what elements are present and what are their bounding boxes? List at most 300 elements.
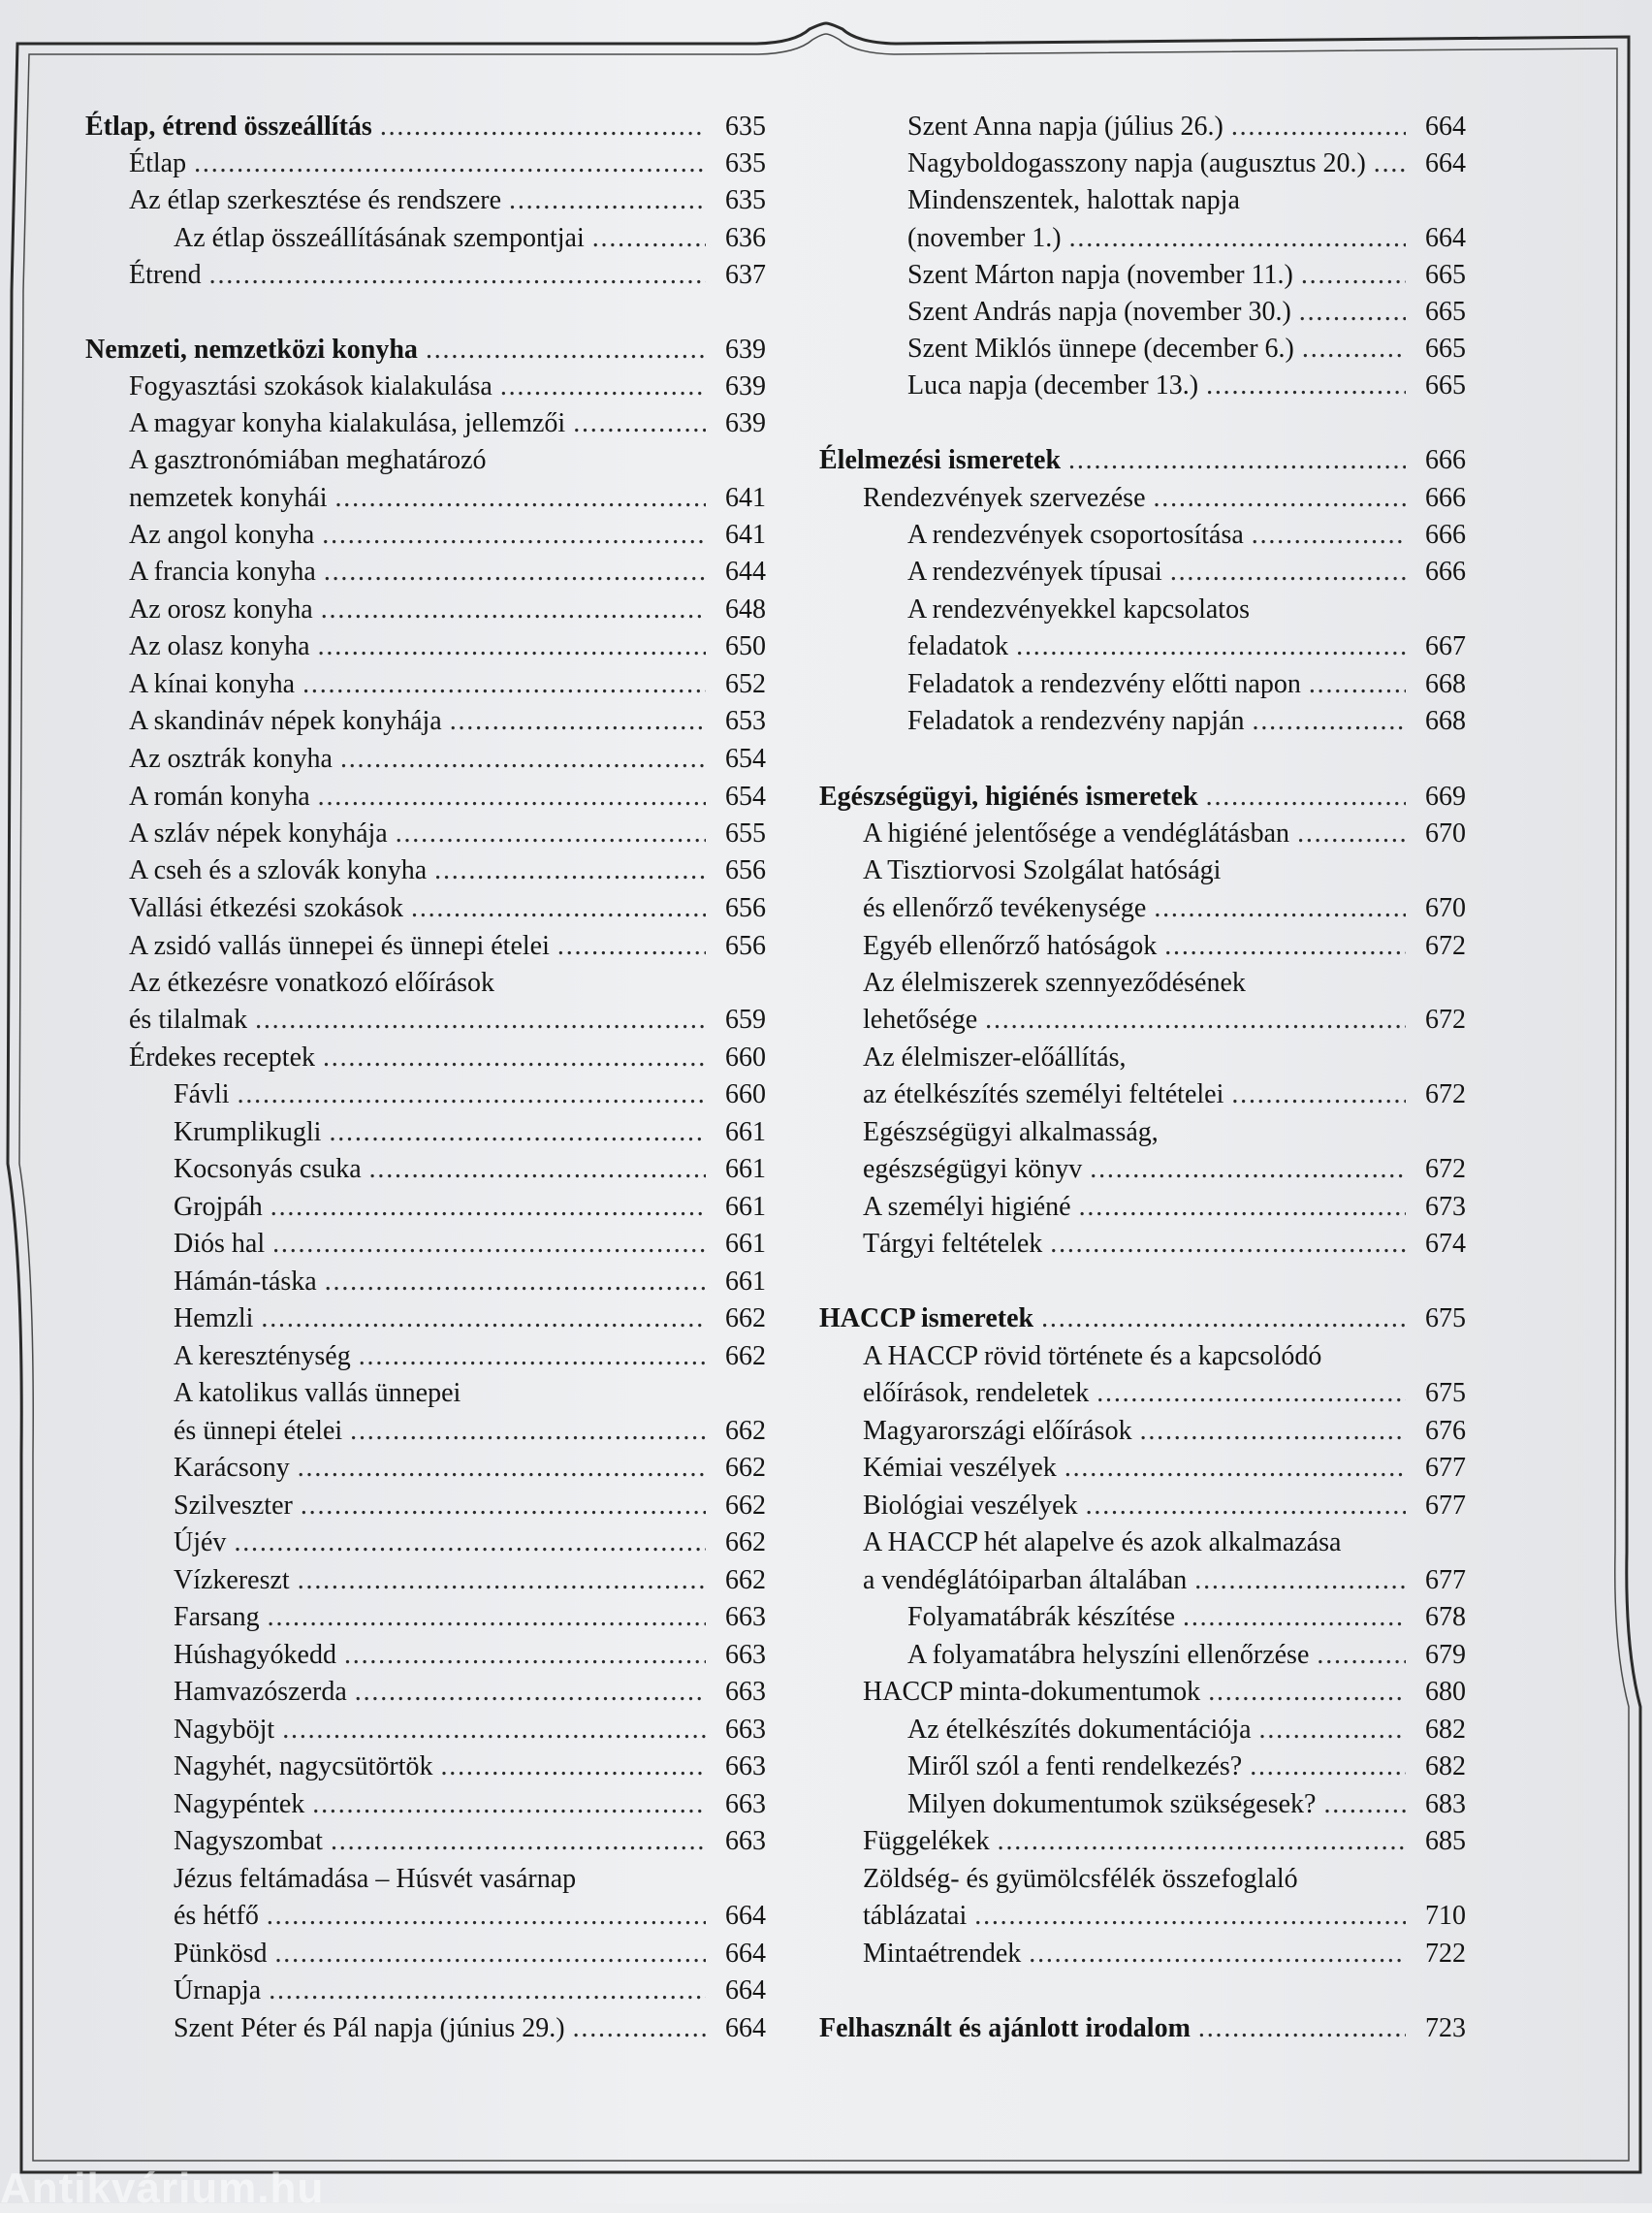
toc-entry-title: Az olasz konyha	[129, 631, 310, 661]
toc-entry	[85, 1937, 766, 1972]
dot-leader	[974, 1899, 1406, 1934]
toc-page-number: 659	[725, 1005, 766, 1035]
dot-leader	[1317, 1638, 1406, 1673]
toc-entry-title: Hemzli	[174, 1303, 254, 1333]
toc-entry	[85, 667, 766, 702]
dot-leader	[1041, 1301, 1406, 1336]
toc-entry-title: Egyéb ellenőrző hatóságok	[863, 931, 1158, 961]
toc-entry	[85, 1339, 766, 1374]
dot-leader	[998, 1824, 1406, 1859]
dot-leader	[1206, 780, 1406, 815]
toc-entry	[819, 1563, 1466, 1598]
toc-entry	[819, 966, 1466, 1001]
dot-leader	[592, 221, 706, 256]
toc-entry	[85, 1227, 766, 1262]
dot-leader	[1297, 817, 1406, 851]
toc-page-number: 663	[725, 1789, 766, 1819]
dot-leader	[1050, 1227, 1406, 1262]
dot-leader	[426, 333, 706, 368]
toc-entry-title: Nagypéntek	[174, 1789, 305, 1819]
toc-entry	[819, 518, 1466, 553]
dot-leader	[234, 1525, 706, 1560]
toc-entry-title: Étlap, étrend összeállítás	[85, 112, 372, 142]
toc-entry-title: lehetősége	[863, 1005, 978, 1035]
toc-page-number: 662	[725, 1303, 766, 1333]
dot-leader	[323, 1041, 706, 1075]
dot-leader	[359, 1339, 706, 1374]
toc-entry-title: Mintaétrendek	[863, 1939, 1022, 1969]
toc-page-number: 661	[725, 1192, 766, 1222]
toc-page-number: 660	[725, 1042, 766, 1073]
toc-entry	[819, 555, 1466, 590]
toc-page-number: 639	[725, 371, 766, 401]
dot-leader	[298, 1451, 706, 1486]
toc-page-number: 662	[725, 1453, 766, 1483]
toc-entry-title: A cseh és a szlovák konyha	[129, 855, 428, 885]
dot-leader	[573, 2011, 706, 2046]
dot-leader	[312, 1787, 706, 1822]
dot-leader	[1231, 1077, 1406, 1112]
toc-entry-title: A HACCP rövid története és a kapcsolódó	[863, 1341, 1322, 1371]
toc-entry-title: az ételkészítés személyi feltételei	[863, 1079, 1224, 1109]
toc-entry-title: Újév	[174, 1527, 227, 1557]
toc-entry-title: feladatok	[907, 631, 1009, 661]
toc-page-number: 664	[725, 2013, 766, 2043]
toc-entry	[85, 183, 766, 218]
toc-section-heading	[85, 110, 766, 144]
toc-entry	[819, 1937, 1466, 1972]
dot-leader	[434, 853, 706, 888]
toc-entry-title: Grojpáh	[174, 1192, 263, 1222]
toc-entry	[819, 369, 1466, 403]
toc-entry-title: Kocsonyás csuka	[174, 1154, 362, 1184]
toc-entry	[85, 1152, 766, 1187]
toc-entry-title: A francia konyha	[129, 557, 316, 587]
dot-leader	[1170, 555, 1406, 590]
dot-leader	[1079, 1190, 1406, 1225]
toc-page-number: 660	[725, 1079, 766, 1109]
toc-page-number: 661	[725, 1154, 766, 1184]
toc-entry	[819, 146, 1466, 181]
toc-page-number: 637	[725, 260, 766, 290]
toc-entry-title: Zöldség- és gyümölcsfélék összefoglaló	[863, 1864, 1298, 1894]
toc-entry-title: Feladatok a rendezvény napján	[907, 706, 1245, 736]
watermark-text: Antikvárium.hu	[0, 2165, 325, 2212]
toc-entry	[819, 1227, 1466, 1262]
toc-entry	[85, 1451, 766, 1486]
toc-section-heading	[819, 2011, 1466, 2046]
toc-entry-title: Milyen dokumentumok szükségesek?	[907, 1789, 1317, 1819]
dot-leader	[272, 1227, 706, 1262]
toc-page-number: 675	[1425, 1378, 1466, 1408]
toc-entry-title: Tárgyi feltételek	[863, 1229, 1043, 1259]
toc-entry-title: A zsidó vallás ünnepei és ünnepi ételei	[129, 931, 550, 961]
toc-page-number: 663	[725, 1826, 766, 1856]
toc-entry-title: Étlap	[129, 148, 187, 178]
toc-entry-title: Szent Anna napja (július 26.)	[907, 112, 1223, 142]
toc-page-number: 655	[725, 818, 766, 849]
toc-page-number: 710	[1425, 1901, 1466, 1931]
toc-page-number: 667	[1425, 631, 1466, 661]
toc-entry-title: és ellenőrző tevékenysége	[863, 893, 1147, 923]
toc-entry	[85, 629, 766, 664]
dot-leader	[1323, 1787, 1406, 1822]
dot-leader	[411, 891, 706, 926]
toc-entry-title: Magyarországi előírások	[863, 1416, 1132, 1446]
toc-entry	[819, 332, 1466, 367]
dot-leader	[557, 929, 706, 964]
toc-entry	[819, 593, 1466, 627]
toc-entry-title: Pünkösd	[174, 1939, 268, 1969]
toc-page-number: 677	[1425, 1491, 1466, 1521]
dot-leader	[985, 1003, 1406, 1038]
toc-page-number: 680	[1425, 1677, 1466, 1707]
toc-entry-title: A HACCP hét alapelve és azok alkalmazása	[863, 1527, 1342, 1557]
toc-entry-title: Úrnapja	[174, 1975, 262, 2005]
toc-page-number: 635	[725, 148, 766, 178]
toc-entry-title: Az étlap összeállításának szempontjai	[174, 223, 585, 253]
toc-entry-title: Vallási étkezési szokások	[129, 893, 404, 923]
toc-page-number: 664	[725, 1975, 766, 2005]
toc-entry-title: Vízkereszt	[174, 1565, 290, 1595]
dot-leader	[269, 1973, 706, 2008]
dot-leader	[1231, 110, 1406, 144]
toc-page-number: 666	[1425, 445, 1466, 475]
toc-page-number: 673	[1425, 1192, 1466, 1222]
toc-page-number: 663	[725, 1640, 766, 1670]
toc-entry	[819, 667, 1466, 702]
dot-leader	[450, 704, 706, 739]
toc-entry-title: Farsang	[174, 1602, 260, 1632]
toc-entry-title: Nagyhét, nagycsütörtök	[174, 1751, 433, 1781]
toc-page-number: 682	[1425, 1715, 1466, 1745]
toc-entry-title: Miről szól a fenti rendelkezés?	[907, 1751, 1243, 1781]
toc-entry-title: Szent Márton napja (november 11.)	[907, 260, 1293, 290]
toc-page-number: 678	[1425, 1602, 1466, 1632]
toc-entry-title: Az ételkészítés dokumentációja	[907, 1715, 1252, 1745]
toc-entry-title: A személyi higiéné	[863, 1192, 1071, 1222]
toc-entry-title: A rendezvények típusai	[907, 557, 1162, 587]
toc-entry	[85, 1675, 766, 1710]
toc-page-number: 664	[1425, 223, 1466, 253]
toc-page-number: 639	[725, 335, 766, 365]
toc-entry	[85, 853, 766, 888]
toc-entry	[85, 1600, 766, 1635]
toc-entry-title: A magyar konyha kialakulása, jellemzői	[129, 408, 566, 438]
toc-entry	[85, 1041, 766, 1075]
toc-entry	[819, 1862, 1466, 1897]
dot-leader	[194, 146, 706, 181]
toc-entry-title: Nemzeti, nemzetközi konyha	[85, 335, 418, 365]
toc-page-number: 666	[1425, 520, 1466, 550]
toc-entry	[85, 481, 766, 516]
dot-leader	[318, 629, 706, 664]
toc-entry	[819, 817, 1466, 851]
toc-page-number: 665	[1425, 297, 1466, 327]
toc-entry-title: Az osztrák konyha	[129, 744, 333, 774]
toc-entry-title: nemzetek konyhái	[129, 483, 328, 513]
toc-entry-title: Felhasznált és ajánlott irodalom	[819, 2013, 1191, 2043]
toc-entry	[819, 110, 1466, 144]
dot-leader	[1253, 704, 1406, 739]
toc-entry-title: HACCP ismeretek	[819, 1303, 1034, 1333]
toc-page-number: 668	[1425, 706, 1466, 736]
toc-entry	[85, 1414, 766, 1449]
toc-page-number: 683	[1425, 1789, 1466, 1819]
dot-leader	[238, 1077, 706, 1112]
toc-entry	[85, 1749, 766, 1784]
toc-page-number: 636	[725, 223, 766, 253]
dot-leader	[1194, 1563, 1406, 1598]
toc-entry	[819, 1489, 1466, 1523]
dot-leader	[1252, 518, 1406, 553]
toc-section-heading	[85, 333, 766, 368]
toc-entry	[819, 1451, 1466, 1486]
toc-page-number: 654	[725, 744, 766, 774]
dot-leader	[329, 1115, 706, 1150]
dot-leader	[302, 667, 706, 702]
toc-page-number: 672	[1425, 1079, 1466, 1109]
toc-entry-title: Jézus feltámadása – Húsvét vasárnap	[174, 1864, 577, 1894]
toc-entry	[85, 1563, 766, 1598]
toc-entry-title: Kémiai veszélyek	[863, 1453, 1057, 1483]
toc-page-number: 644	[725, 557, 766, 587]
dot-leader	[1198, 2011, 1406, 2046]
toc-entry	[819, 1041, 1466, 1075]
toc-entry-title: A skandináv népek konyhája	[129, 706, 442, 736]
toc-page-number: 665	[1425, 334, 1466, 364]
toc-entry-title: A Tisztiorvosi Szolgálat hatósági	[863, 855, 1222, 885]
toc-entry	[85, 1489, 766, 1523]
toc-page-number: 675	[1425, 1303, 1466, 1333]
toc-entry-title: A román konyha	[129, 782, 310, 812]
dot-leader	[255, 1003, 706, 1038]
dot-leader	[270, 1190, 706, 1225]
dot-leader	[1069, 221, 1406, 256]
toc-page-number: 722	[1425, 1939, 1466, 1969]
toc-page-number: 641	[725, 483, 766, 513]
toc-entry	[819, 1525, 1466, 1560]
toc-entry-title: Krumplikugli	[174, 1117, 322, 1147]
toc-page-number: 672	[1425, 1005, 1466, 1035]
toc-entry	[85, 1190, 766, 1225]
dot-leader	[261, 1301, 706, 1336]
toc-page-number: 723	[1425, 2013, 1466, 2043]
dot-leader	[331, 1824, 706, 1859]
dot-leader	[500, 369, 706, 404]
dot-leader	[1302, 332, 1406, 367]
toc-page-number: 685	[1425, 1826, 1466, 1856]
dot-leader	[301, 1489, 706, 1523]
toc-page-number: 662	[725, 1565, 766, 1595]
toc-page-number: 641	[725, 520, 766, 550]
toc-entry	[85, 1862, 766, 1897]
toc-entry	[819, 183, 1466, 218]
dot-leader	[509, 183, 706, 218]
dot-leader	[369, 1152, 706, 1187]
toc-entry-title: A szláv népek konyhája	[129, 818, 388, 849]
dot-leader	[334, 481, 706, 516]
dot-leader	[1086, 1489, 1406, 1523]
dot-leader	[322, 518, 706, 553]
dot-leader	[321, 593, 706, 627]
toc-page-number: 662	[725, 1491, 766, 1521]
dot-leader	[441, 1749, 707, 1784]
toc-entry	[819, 1824, 1466, 1859]
toc-entry	[85, 1115, 766, 1150]
toc-entry-title: és tilalmak	[129, 1005, 248, 1035]
toc-entry-title: Mindenszentek, halottak napja	[907, 185, 1240, 215]
toc-entry-title: (november 1.)	[907, 223, 1062, 253]
toc-page-number: 665	[1425, 370, 1466, 401]
toc-entry-title: Élelmezési ismeretek	[819, 445, 1062, 475]
toc-entry	[819, 1152, 1466, 1187]
toc-page-number: 664	[1425, 148, 1466, 178]
toc-entry-title: Szent Miklós ünnepe (december 6.)	[907, 334, 1294, 364]
dot-leader	[396, 817, 706, 851]
toc-entry	[85, 704, 766, 739]
dot-leader	[355, 1675, 706, 1710]
toc-entry-title: Hámán-táska	[174, 1267, 317, 1297]
toc-entry	[819, 853, 1466, 888]
toc-page-number: 676	[1425, 1416, 1466, 1446]
toc-page-number: 663	[725, 1715, 766, 1745]
toc-entry	[85, 1824, 766, 1859]
toc-page-number: 669	[1425, 782, 1466, 812]
toc-section-heading	[819, 780, 1466, 815]
toc-page-number: 668	[1425, 669, 1466, 699]
dot-leader	[573, 406, 706, 441]
toc-page-number: 650	[725, 631, 766, 661]
dot-leader	[324, 555, 706, 590]
toc-entry-title: HACCP minta-dokumentumok	[863, 1677, 1201, 1707]
toc-entry-title: Biológiai veszélyek	[863, 1491, 1078, 1521]
toc-page-number: 656	[725, 931, 766, 961]
toc-page-number: 677	[1425, 1453, 1466, 1483]
dot-leader	[1154, 891, 1406, 926]
toc-entry	[85, 817, 766, 851]
toc-entry	[85, 966, 766, 1001]
dot-leader	[1154, 481, 1407, 516]
toc-entry-title: Érdekes receptek	[129, 1042, 315, 1073]
toc-page-number: 635	[725, 185, 766, 215]
toc-entry	[819, 1414, 1466, 1449]
toc-page-number: 662	[725, 1416, 766, 1446]
toc-section-heading	[819, 1301, 1466, 1336]
toc-page-number: 661	[725, 1117, 766, 1147]
toc-page-number: 653	[725, 706, 766, 736]
dot-leader	[350, 1414, 706, 1449]
toc-entry	[819, 629, 1466, 664]
toc-entry	[85, 1899, 766, 1934]
dot-leader	[267, 1899, 706, 1934]
dot-leader	[1374, 146, 1406, 181]
toc-entry-title: Étrend	[129, 260, 202, 290]
toc-entry	[819, 1003, 1466, 1038]
toc-page-number: 677	[1425, 1565, 1466, 1595]
toc-entry	[85, 1525, 766, 1560]
toc-entry-title: táblázatai	[863, 1901, 968, 1931]
toc-entry-title: Rendezvények szervezése	[863, 483, 1146, 513]
toc-entry-title: Luca napja (december 13.)	[907, 370, 1199, 401]
dot-leader	[380, 110, 706, 144]
toc-entry	[819, 221, 1466, 256]
toc-page-number: 661	[725, 1267, 766, 1297]
toc-page-number: 682	[1425, 1751, 1466, 1781]
toc-entry	[85, 555, 766, 590]
toc-entry	[85, 891, 766, 926]
dot-leader	[1029, 1937, 1406, 1972]
toc-entry-title: A folyamatábra helyszíni ellenőrzése	[907, 1640, 1310, 1670]
toc-entry-title: A rendezvények csoportosítása	[907, 520, 1244, 550]
dot-leader	[1299, 295, 1406, 330]
toc-page-number: 664	[725, 1939, 766, 1969]
toc-entry	[85, 1077, 766, 1112]
toc-entry	[85, 146, 766, 181]
toc-page-number: 648	[725, 594, 766, 625]
toc-entry-title: Fávli	[174, 1079, 230, 1109]
toc-page-number: 635	[725, 112, 766, 142]
toc-entry-title: Húshagyókedd	[174, 1640, 336, 1670]
dot-leader	[325, 1265, 706, 1299]
toc-entry-title: Az orosz konyha	[129, 594, 313, 625]
toc-entry	[85, 1713, 766, 1748]
toc-page-number: 663	[725, 1602, 766, 1632]
toc-entry-title: Egészségügyi alkalmasság,	[863, 1117, 1159, 1147]
dot-leader	[1301, 258, 1406, 293]
dot-leader	[1259, 1713, 1406, 1748]
dot-leader	[282, 1713, 706, 1748]
toc-entry	[85, 1003, 766, 1038]
toc-entry-title: egészségügyi könyv	[863, 1154, 1083, 1184]
toc-entry-title: Nagyboldogasszony napja (augusztus 20.)	[907, 148, 1366, 178]
toc-page-number: 639	[725, 408, 766, 438]
toc-page-number: 670	[1425, 893, 1466, 923]
dot-leader	[1164, 929, 1406, 964]
toc-page-number: 666	[1425, 483, 1466, 513]
dot-leader	[1208, 1675, 1406, 1710]
toc-entry	[819, 929, 1466, 964]
toc-entry	[85, 2011, 766, 2046]
toc-page-number: 652	[725, 669, 766, 699]
toc-page-number: 670	[1425, 818, 1466, 849]
toc-entry	[819, 1077, 1466, 1112]
toc-page-number: 661	[725, 1229, 766, 1259]
toc-entry	[819, 258, 1466, 293]
dot-leader	[274, 1937, 706, 1972]
toc-entry	[819, 1749, 1466, 1784]
dot-leader	[1140, 1414, 1406, 1449]
toc-entry	[819, 1339, 1466, 1374]
dot-leader	[344, 1638, 706, 1673]
toc-entry-title: Fogyasztási szokások kialakulása	[129, 371, 492, 401]
dot-leader	[268, 1600, 706, 1635]
toc-page-number: 663	[725, 1751, 766, 1781]
toc-page-number: 674	[1425, 1229, 1466, 1259]
toc-entry	[85, 221, 766, 256]
toc-entry	[85, 1265, 766, 1299]
toc-entry	[819, 481, 1466, 516]
toc-page-number: 672	[1425, 931, 1466, 961]
toc-page-number: 656	[725, 893, 766, 923]
dot-leader	[1064, 1451, 1406, 1486]
toc-entry	[819, 1190, 1466, 1225]
toc-entry-title: Egészségügyi, higiénés ismeretek	[819, 782, 1198, 812]
toc-entry	[819, 295, 1466, 330]
dot-leader	[1096, 1376, 1406, 1411]
toc-entry	[85, 258, 766, 293]
dot-leader	[1250, 1749, 1406, 1784]
